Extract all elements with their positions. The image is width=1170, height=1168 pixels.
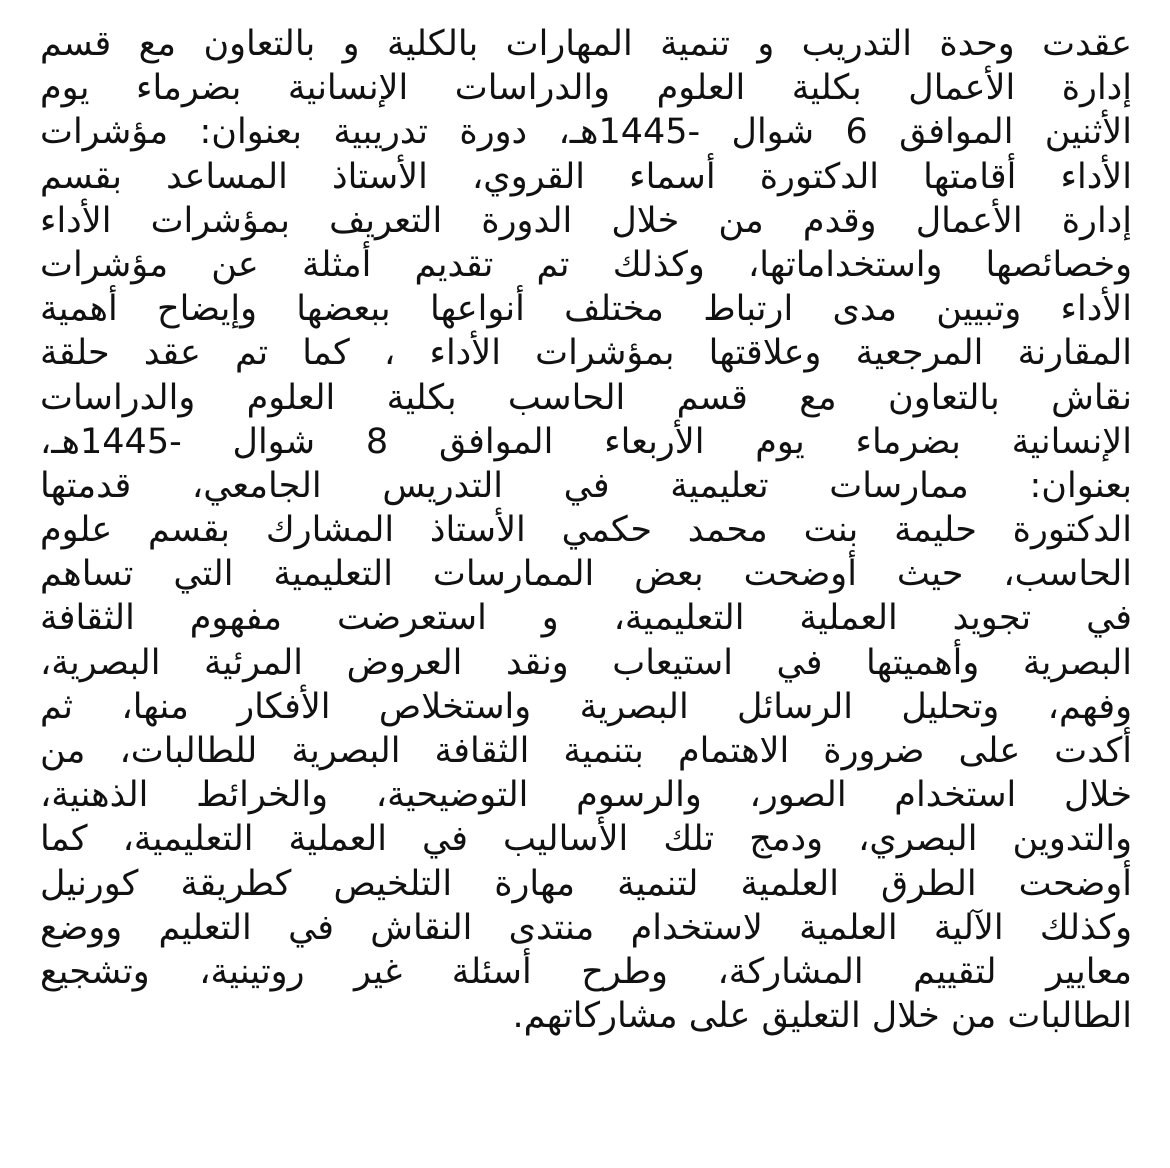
paragraph-line: وكذلك الآلية العلمية لاستخدام منتدى النقاش في التعليم ووضع	[40, 907, 1132, 948]
paragraph-line: وخصائصها واستخداماتها، وكذلك تم تقديم أمثلة عن مؤشرات	[40, 244, 1132, 285]
paragraph-line: نقاش بالتعاون مع قسم الحاسب بكلية العلوم والدراسات	[40, 377, 1132, 418]
paragraph-line: الدكتورة حليمة بنت محمد حكمي الأستاذ المشارك بقسم علوم	[40, 510, 1132, 551]
paragraph-line: البصرية وأهميتها في استيعاب ونقد العروض المرئية البصرية،	[40, 642, 1132, 683]
paragraph-line-last: الطالبات من خلال التعليق على مشاركاتهم.	[512, 996, 1132, 1037]
paragraph-line: عقدت وحدة التدريب و تنمية المهارات بالكلية و بالتعاون مع قسم	[40, 24, 1132, 64]
paragraph-line: إدارة الأعمال وقدم من خلال الدورة التعريف بمؤشرات الأداء	[40, 200, 1132, 241]
document-body	[40, 22, 1132, 1142]
paragraph-line: الأثنين الموافق 6 شوال -1445هـ، دورة تدريبية بعنوان: مؤشرات	[40, 112, 1132, 153]
paragraph-line: بعنوان: ممارسات تعليمية في التدريس الجامعي، قدمتها	[40, 465, 1132, 506]
paragraph-line: الحاسب، حيث أوضحت بعض الممارسات التعليمية التي تساهم	[40, 554, 1132, 595]
paragraph-line: معايير لتقييم المشاركة، وطرح أسئلة غير روتينية، وتشجيع	[40, 951, 1132, 992]
paragraph-line: الإنسانية بضرماء يوم الأربعاء الموافق 8 شوال -1445هـ،	[40, 421, 1132, 462]
paragraph-line: الأداء أقامتها الدكتورة أسماء القروي، الأستاذ المساعد بقسم	[40, 156, 1132, 197]
paragraph-line: في تجويد العملية التعليمية، و استعرضت مفهوم الثقافة	[40, 598, 1132, 639]
paragraph-line: أكدت على ضرورة الاهتمام بتنمية الثقافة البصرية للطالبات، من	[40, 731, 1132, 771]
paragraph-line: الأداء وتبيين مدى ارتباط مختلف أنواعها ببعضها وإيضاح أهمية	[40, 289, 1132, 330]
paragraph-line: خلال استخدام الصور، والرسوم التوضيحية، والخرائط الذهنية،	[40, 775, 1132, 816]
paragraph-line: المقارنة المرجعية وعلاقتها بمؤشرات الأداء ، كما تم عقد حلقة	[40, 333, 1132, 374]
paragraph-line: وفهم، وتحليل الرسائل البصرية واستخلاص الأفكار منها، ثم	[40, 686, 1132, 727]
paragraph-line: إدارة الأعمال بكلية العلوم والدراسات الإنسانية بضرماء يوم	[40, 68, 1132, 109]
paragraph-line: أوضحت الطرق العلمية لتنمية مهارة التلخيص كطريقة كورنيل	[40, 863, 1132, 904]
paragraph-line: والتدوين البصري، ودمج تلك الأساليب في العملية التعليمية، كما	[40, 819, 1132, 860]
